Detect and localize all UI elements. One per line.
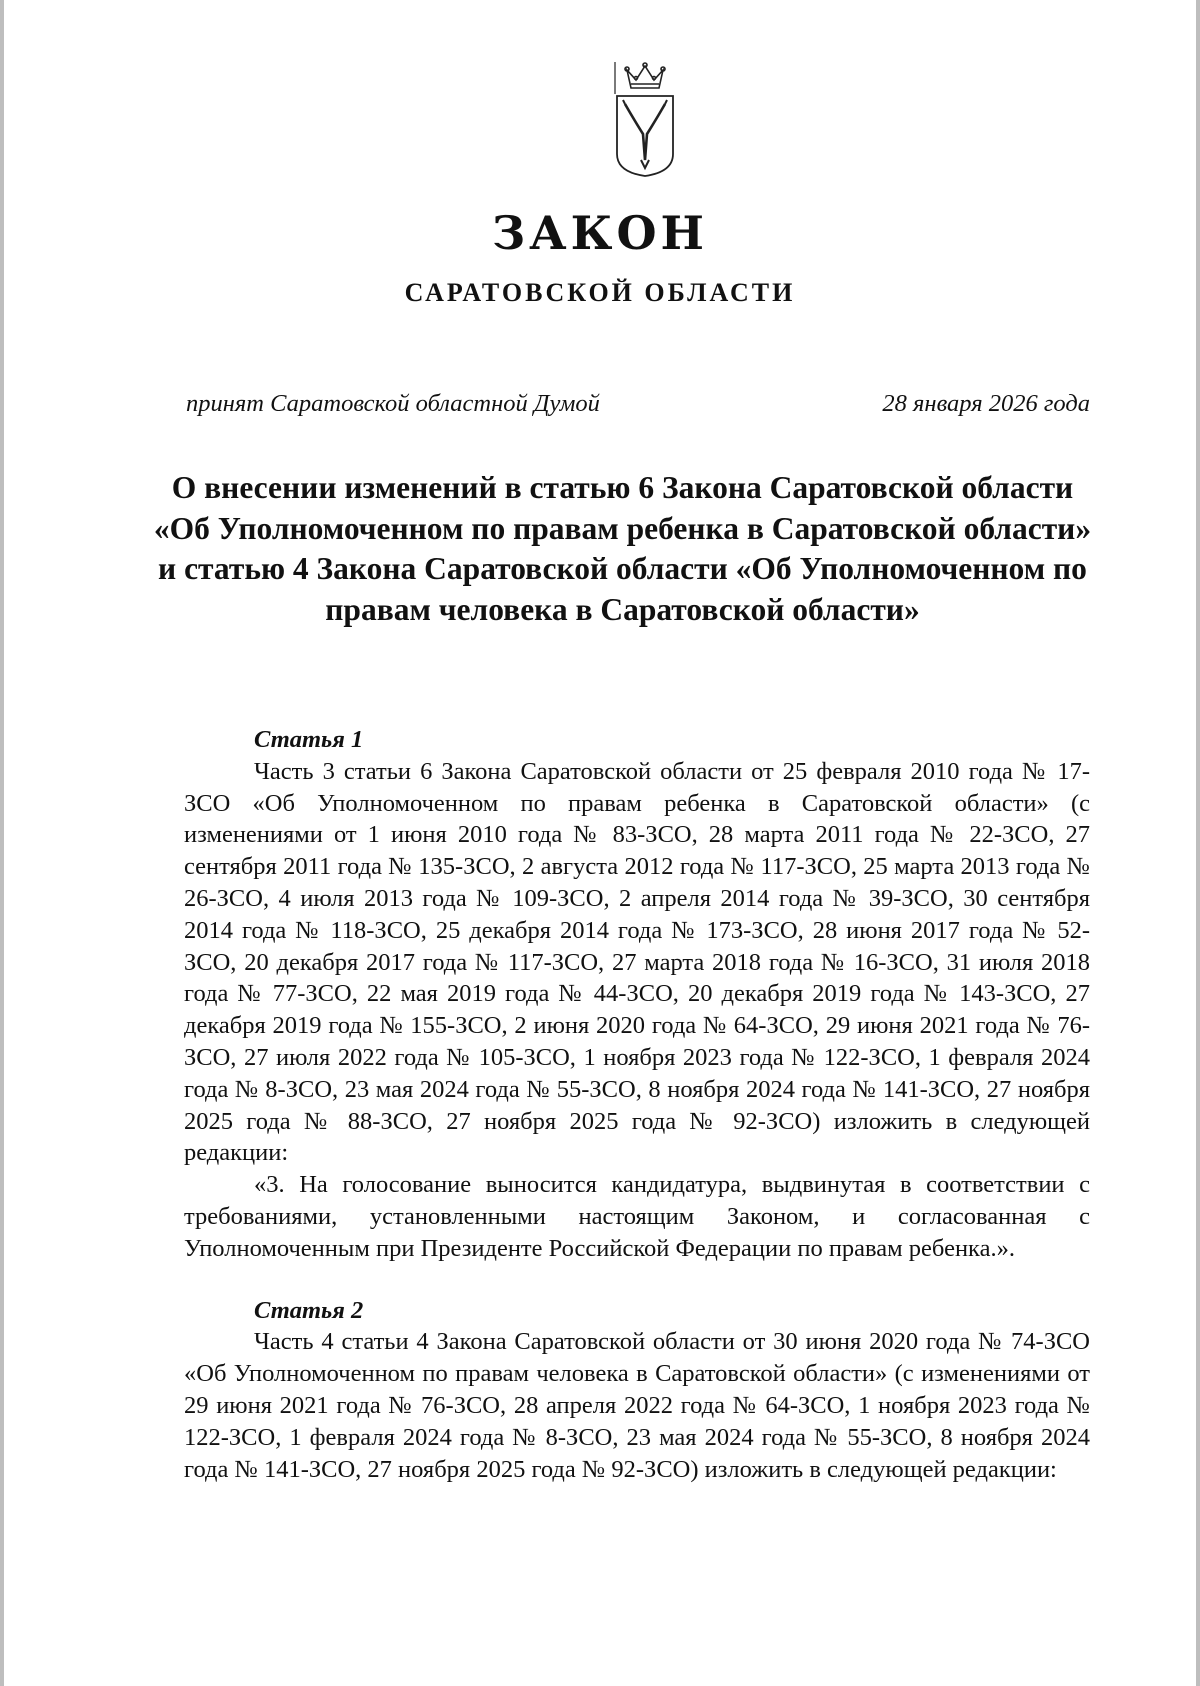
article-paragraph: Часть 4 статьи 4 Закона Саратовской области от 30 июня 2020 года № 74-ЗСО «Об Уполномоченном по правам человека в Саратовской области» (с изменениями от 29 июня 2021 года № 76-ЗСО, 28 апреля 2022 года № 64-ЗСО, 1 ноября 2023 года № 122-ЗСО, 1 февраля 2024 года № 8-ЗСО, 23 мая 2024 года № 55-ЗСО, 8 ноября 2024 года № 141-ЗСО, 27 ноября 2025 года № 92-ЗСО) изложить в следующей редакции: — [184, 1328, 1090, 1483]
article-1 — [184, 724, 1090, 1265]
document-title: О внесении изменений в статью 6 Закона Саратовской области «Об Уполномоченном по правам ребенка в Саратовской области» и статью 4 Закона Саратовской области «Об Уполномоченном по правам человека в Саратовской области» — [153, 470, 1092, 627]
article-paragraph: Часть 3 статьи 6 Закона Саратовской области от 25 февраля 2010 года № 17-ЗСО «Об Уполномоченном по правам ребенка в Саратовской области» (с изменениями от 1 июня 2010 года № 83-ЗСО, 28 марта 2011 года № 22-ЗСО, 27 сентября 2011 года № 135-ЗСО, 2 августа 2012 года № 117-ЗСО, 25 марта 2013 года № 26-ЗСО, 4 июля 2013 года № 109-ЗСО, 2 апреля 2014 года № 39-ЗСО, 30 сентября 2014 года № 118-ЗСО, 25 декабря 2014 года № 173-ЗСО, 28 июня 2017 года № 52-ЗСО, 20 декабря 2017 года № 117-ЗСО, 27 марта 2018 года № 16-ЗСО, 31 июля 2018 года № 77-ЗСО, 22 мая 2019 года № 44-ЗСО, 20 декабря 2019 года № 143-ЗСО, 27 декабря 2019 года № 155-ЗСО, 2 июня 2020 года № 64-ЗСО, 29 июня 2021 года № 76-ЗСО, 27 июля 2022 года № 105-ЗСО, 1 ноября 2023 года № 122-ЗСО, 1 февраля 2024 года № 8-ЗСО, 23 мая 2024 года № 55-ЗСО, 8 ноября 2024 года № 141-ЗСО, 27 ноября 2025 года № 88-ЗСО, 27 ноября 2025 года № 92-ЗСО) изложить в следующей редакции: — [184, 757, 1090, 1167]
document-body — [184, 724, 1090, 1485]
coat-of-arms-icon — [611, 60, 679, 180]
article-paragraph: «3. На голосование выносится кандидатура, выдвинутая в соответствии с требованиями, установленными настоящим Законом, и согласованная с Уполномоченным при Президенте Российской Федерации по правам ребенка.». — [184, 1171, 1090, 1262]
law-title: ЗАКОН — [491, 206, 709, 260]
adoption-line — [186, 390, 1090, 418]
article-title: Статья 2 — [254, 1296, 364, 1324]
article-2 — [184, 1295, 1090, 1486]
adoption-date: 28 января 2026 года — [882, 390, 1090, 417]
article-title: Статья 1 — [254, 726, 364, 753]
adopted-by: принят Саратовской областной Думой — [186, 390, 600, 417]
region-subtitle: САРАТОВСКОЙ ОБЛАСТИ — [404, 278, 796, 307]
